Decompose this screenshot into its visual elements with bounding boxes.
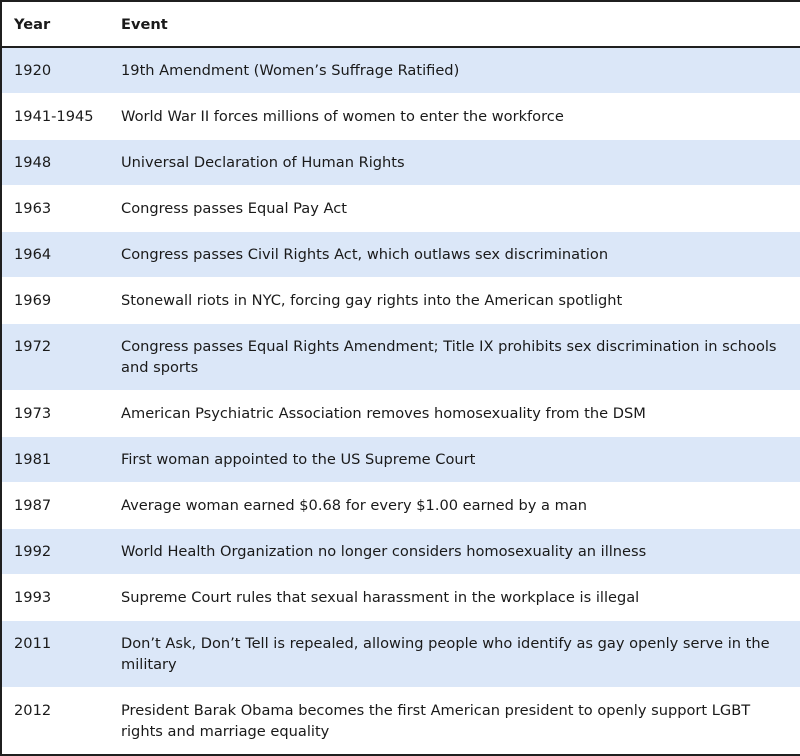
- table-row: [1, 621, 800, 688]
- event-cell: Supreme Court rules that sexual harassment in the workplace is illegal: [121, 575, 800, 621]
- event-cell: Stonewall riots in NYC, forcing gay rights into the American spotlight: [121, 278, 800, 324]
- table-row: [1, 437, 800, 483]
- table-row: [1, 186, 800, 232]
- event-cell: 19th Amendment (Women’s Suffrage Ratified): [121, 47, 800, 94]
- year-cell: 1972: [1, 324, 121, 391]
- year-cell: 1973: [1, 391, 121, 437]
- event-column-header: Event: [121, 1, 800, 47]
- year-cell: 1993: [1, 575, 121, 621]
- year-cell: 1969: [1, 278, 121, 324]
- header-row: [1, 1, 800, 47]
- event-cell: President Barak Obama becomes the first American president to openly support LGBT rights and marriage equality: [121, 688, 800, 756]
- table-row: [1, 278, 800, 324]
- year-cell: 1987: [1, 483, 121, 529]
- table-row: [1, 47, 800, 94]
- table-row: [1, 140, 800, 186]
- event-cell: First woman appointed to the US Supreme Court: [121, 437, 800, 483]
- year-cell: 1981: [1, 437, 121, 483]
- event-cell: American Psychiatric Association removes homosexuality from the DSM: [121, 391, 800, 437]
- year-cell: 1920: [1, 47, 121, 94]
- table-row: [1, 529, 800, 575]
- year-cell: 1963: [1, 186, 121, 232]
- year-cell: 1948: [1, 140, 121, 186]
- year-column-header: Year: [1, 1, 121, 47]
- table-row: [1, 575, 800, 621]
- event-cell: Universal Declaration of Human Rights: [121, 140, 800, 186]
- event-cell: World War II forces millions of women to enter the workforce: [121, 94, 800, 140]
- table-row: [1, 688, 800, 756]
- table-row: [1, 232, 800, 278]
- table-row: [1, 324, 800, 391]
- year-cell: 2011: [1, 621, 121, 688]
- year-cell: 1964: [1, 232, 121, 278]
- year-cell: 1992: [1, 529, 121, 575]
- event-cell: Congress passes Civil Rights Act, which outlaws sex discrimination: [121, 232, 800, 278]
- event-cell: Average woman earned $0.68 for every $1.00 earned by a man: [121, 483, 800, 529]
- table-row: [1, 94, 800, 140]
- table-row: [1, 483, 800, 529]
- year-cell: 1941-1945: [1, 94, 121, 140]
- event-cell: Congress passes Equal Rights Amendment; Title IX prohibits sex discrimination in schools and sports: [121, 324, 800, 391]
- table-body: [1, 47, 800, 755]
- event-cell: Congress passes Equal Pay Act: [121, 186, 800, 232]
- event-cell: World Health Organization no longer considers homosexuality an illness: [121, 529, 800, 575]
- year-cell: 2012: [1, 688, 121, 756]
- table-header: [1, 1, 800, 47]
- table-row: [1, 391, 800, 437]
- event-cell: Don’t Ask, Don’t Tell is repealed, allowing people who identify as gay openly serve in the military: [121, 621, 800, 688]
